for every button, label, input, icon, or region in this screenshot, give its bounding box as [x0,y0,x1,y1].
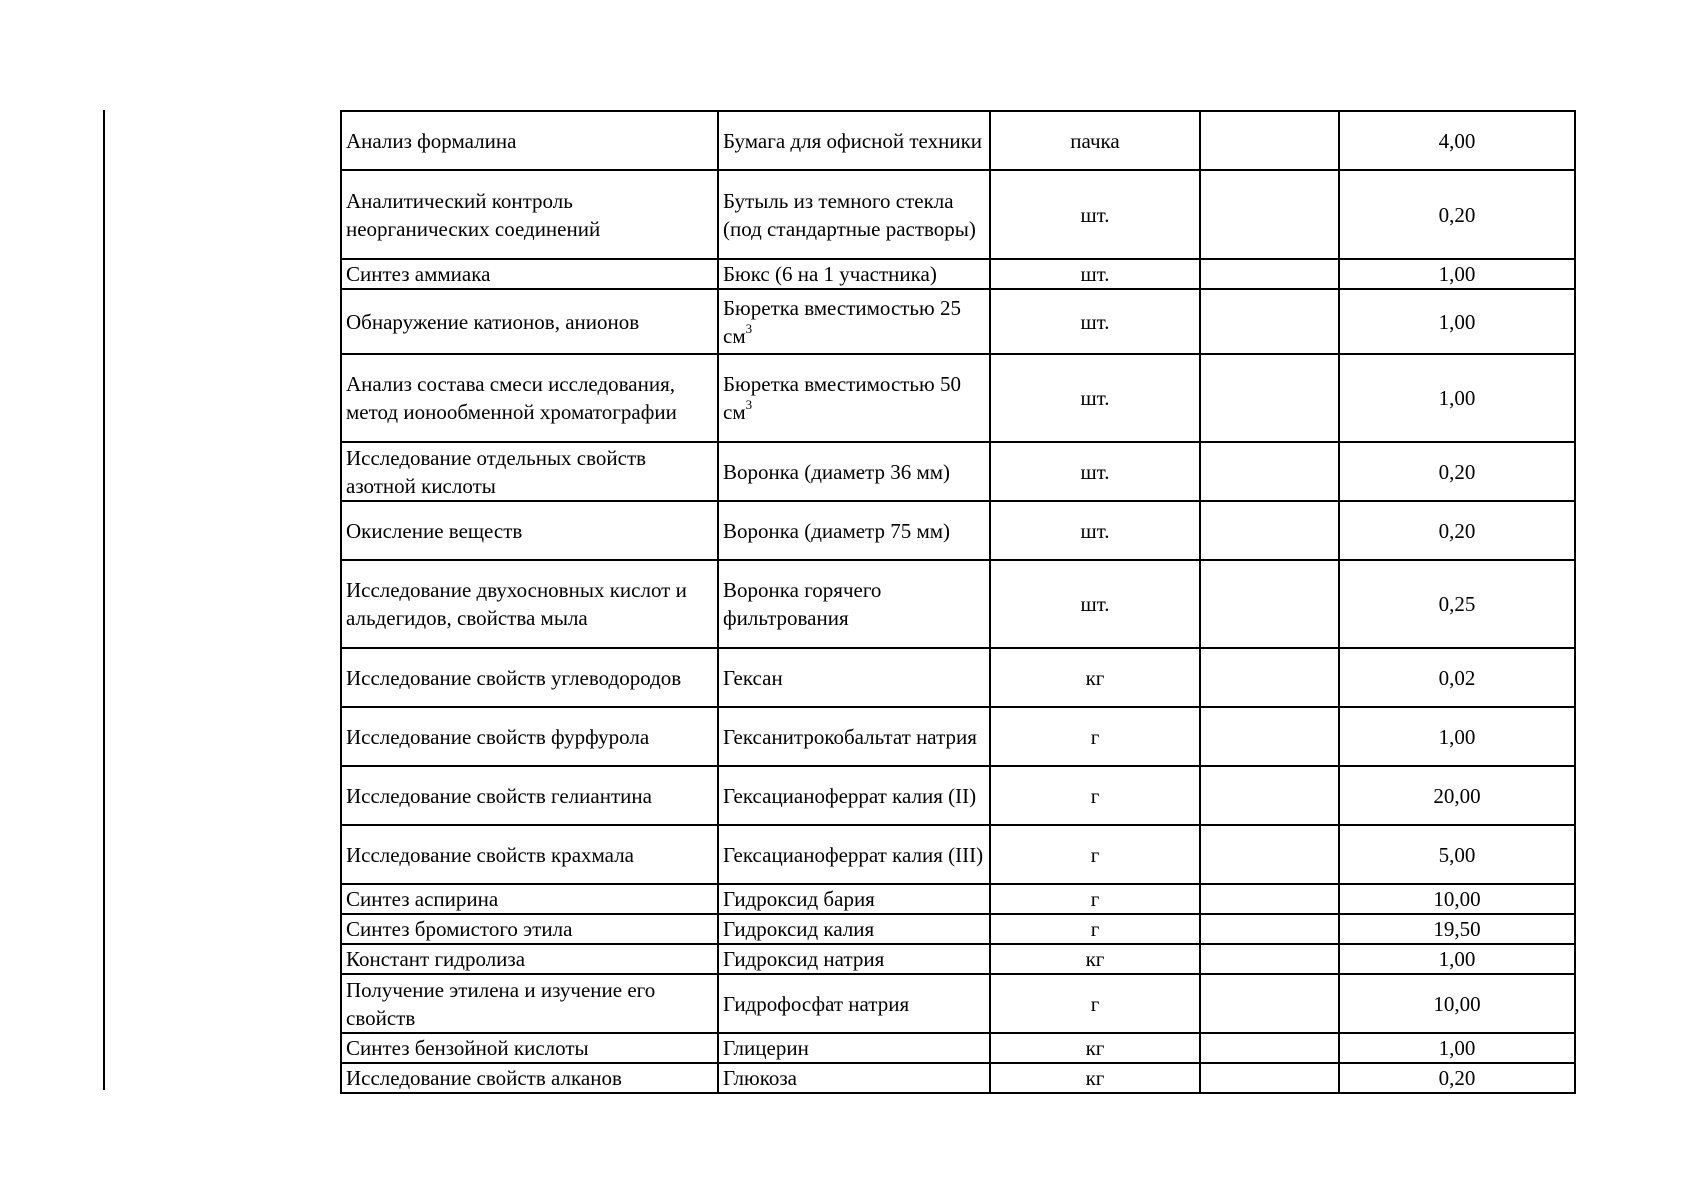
quantity-cell [1339,944,1575,974]
material-cell [718,914,990,944]
quantity-cell [1339,914,1575,944]
unit-cell-text: г [1090,724,1100,749]
quantity-cell-text: 10,00 [1433,887,1481,911]
work-name-cell-text: Анализ состава смеси исследования, метод ионообменной хроматографии [346,372,677,424]
material-cell-text: Бутыль из темного стекла (под стандартные растворы) [723,188,976,241]
unit-cell [990,354,1200,442]
material-cell [718,170,990,259]
work-name-cell [341,560,718,648]
material-cell [718,944,990,974]
quantity-cell-text: 1,00 [1438,262,1476,286]
table-row [341,944,1575,974]
material-cell [718,1063,990,1093]
unit-cell [990,914,1200,944]
work-name-cell [341,1063,718,1093]
quantity-cell-text: 5,00 [1438,842,1476,867]
work-name-cell-text: Синтез аспирина [346,887,499,911]
material-cell [718,289,990,354]
quantity-cell [1339,825,1575,884]
unit-cell [990,1063,1200,1093]
quantity-cell-text: 20,00 [1433,783,1481,808]
table-row [341,884,1575,914]
quantity-cell [1339,766,1575,825]
work-name-cell [341,884,718,914]
table-row [341,289,1575,354]
unit-cell-text: кг [1085,1036,1105,1060]
materials-table [340,110,1576,1094]
material-cell-text: Гидрофосфат натрия [723,991,910,1016]
empty-cell [1200,170,1339,259]
quantity-cell-text: 1,00 [1438,386,1476,410]
work-name-cell-text: Исследование свойств фурфурола [346,724,650,749]
unit-cell-text: г [1090,991,1100,1016]
work-name-cell-text: Аналитический контроль неорганических соединений [346,188,601,241]
work-name-cell-text: Анализ формалина [346,128,517,153]
material-cell-text: Бумага для офисной техники [723,128,983,153]
empty-cell [1200,1063,1339,1093]
quantity-cell-text: 0,20 [1438,459,1476,484]
empty-cell [1200,259,1339,289]
material-cell [718,766,990,825]
material-cell [718,974,990,1033]
work-name-cell-text: Синтез бромистого этила [346,917,573,941]
quantity-cell [1339,289,1575,354]
material-cell [718,648,990,707]
unit-cell [990,259,1200,289]
materials-table-body [341,111,1575,1093]
quantity-cell-text: 0,20 [1438,1066,1476,1090]
quantity-cell-text: 0,20 [1438,202,1476,227]
work-name-cell [341,766,718,825]
material-cell [718,884,990,914]
material-cell [718,442,990,501]
table-row [341,1033,1575,1063]
work-name-cell-text: Исследование двухосновных кислот и альдегидов, свойства мыла [346,578,687,630]
empty-cell [1200,111,1339,170]
table-row [341,501,1575,560]
table-row [341,707,1575,766]
quantity-cell [1339,707,1575,766]
table-row [341,442,1575,501]
empty-cell [1200,560,1339,648]
material-cell-text: Воронка (диаметр 36 мм) [723,459,951,484]
empty-cell [1200,354,1339,442]
work-name-cell [341,974,718,1033]
material-cell [718,560,990,648]
table-row [341,259,1575,289]
material-cell-text: Глицерин [723,1036,809,1060]
table-row [341,825,1575,884]
material-cell [718,825,990,884]
work-name-cell [341,707,718,766]
material-cell-text: Бюретка вместимостью 50 см [723,372,961,424]
table-row [341,354,1575,442]
material-cell-text: Бюкс (6 на 1 участника) [723,262,937,286]
material-cell [718,707,990,766]
table-row [341,170,1575,259]
empty-cell [1200,289,1339,354]
unit-cell [990,974,1200,1033]
quantity-cell [1339,259,1575,289]
quantity-cell-text: 1,00 [1438,1036,1476,1060]
table-row [341,648,1575,707]
material-cell [718,501,990,560]
empty-cell [1200,766,1339,825]
empty-cell [1200,974,1339,1033]
table-row [341,914,1575,944]
material-cell [718,1033,990,1063]
quantity-cell-text: 10,00 [1433,991,1481,1016]
work-name-cell [341,354,718,442]
quantity-cell-text: 19,50 [1433,917,1481,941]
unit-cell [990,766,1200,825]
material-cell-text: Гидроксид натрия [723,947,885,971]
table-row [341,111,1575,170]
material-cell-text: Гексацианоферрат калия (III) [723,842,984,867]
empty-cell [1200,1033,1339,1063]
work-name-cell [341,289,718,354]
quantity-cell [1339,560,1575,648]
table-row [341,974,1575,1033]
unit-cell [990,111,1200,170]
table-row [341,766,1575,825]
empty-cell [1200,442,1339,501]
quantity-cell [1339,442,1575,501]
empty-cell [1200,648,1339,707]
material-cell-text: Гексанитрокобальтат натрия [723,724,977,749]
material-cell-text: Воронка (диаметр 75 мм) [723,518,951,543]
unit-cell [990,442,1200,501]
unit-cell-text: кг [1085,947,1105,971]
unit-cell-text: пачка [1070,128,1120,153]
unit-cell [990,944,1200,974]
unit-cell-text: кг [1085,665,1105,690]
work-name-cell [341,259,718,289]
work-name-cell [341,111,718,170]
quantity-cell-text: 0,25 [1438,592,1476,616]
empty-cell [1200,707,1339,766]
empty-cell [1200,944,1339,974]
quantity-cell [1339,111,1575,170]
unit-cell-text: шт. [1080,592,1110,616]
unit-cell-text: г [1090,842,1100,867]
empty-cell [1200,501,1339,560]
material-cell [718,354,990,442]
empty-cell [1200,825,1339,884]
material-cell-text: Гексан [723,665,783,690]
page-margin-line [103,110,105,1090]
quantity-cell-text: 0,02 [1438,665,1476,690]
quantity-cell [1339,974,1575,1033]
quantity-cell [1339,1033,1575,1063]
quantity-cell-text: 0,20 [1438,518,1476,543]
table-row [341,1063,1575,1093]
table-row [341,560,1575,648]
work-name-cell-text: Констант гидролиза [346,947,526,971]
unit-cell [990,501,1200,560]
quantity-cell [1339,354,1575,442]
unit-cell-text: шт. [1080,518,1110,543]
superscript-exponent: 3 [745,320,753,336]
empty-cell [1200,884,1339,914]
work-name-cell [341,825,718,884]
work-name-cell [341,442,718,501]
work-name-cell-text: Исследование свойств углеводородов [346,665,682,690]
unit-cell-text: кг [1085,1066,1105,1090]
material-cell-text: Гексацианоферрат калия (II) [723,783,977,808]
work-name-cell [341,944,718,974]
material-cell-text: Бюретка вместимостью 25 см [723,295,961,348]
material-cell [718,111,990,170]
unit-cell-text: шт. [1080,262,1110,286]
material-cell-text: Глюкоза [723,1066,797,1090]
superscript-exponent: 3 [745,397,753,412]
work-name-cell-text: Синтез бензойной кислоты [346,1036,589,1060]
material-cell-text: Гидроксид калия [723,917,875,941]
unit-cell-text: шт. [1080,386,1110,410]
unit-cell-text: шт. [1080,202,1110,227]
work-name-cell-text: Обнаружение катионов, анионов [346,309,640,334]
work-name-cell-text: Исследование свойств алканов [346,1066,622,1090]
quantity-cell-text: 4,00 [1438,128,1476,153]
work-name-cell [341,1033,718,1063]
unit-cell [990,648,1200,707]
quantity-cell [1339,501,1575,560]
unit-cell [990,170,1200,259]
quantity-cell [1339,1063,1575,1093]
work-name-cell-text: Исследование свойств крахмала [346,842,634,867]
empty-cell [1200,914,1339,944]
work-name-cell [341,170,718,259]
quantity-cell-text: 1,00 [1438,724,1476,749]
quantity-cell-text: 1,00 [1438,947,1476,971]
unit-cell [990,1033,1200,1063]
unit-cell-text: шт. [1080,309,1110,334]
work-name-cell-text: Синтез аммиака [346,262,491,286]
material-cell-text: Гидроксид бария [723,887,875,911]
work-name-cell-text: Окисление веществ [346,518,523,543]
unit-cell-text: г [1090,887,1100,911]
unit-cell [990,707,1200,766]
unit-cell [990,825,1200,884]
work-name-cell-text: Исследование свойств гелиантина [346,783,652,808]
unit-cell [990,884,1200,914]
work-name-cell-text: Исследование отдельных свойств азотной кислоты [346,445,647,498]
unit-cell-text: шт. [1080,459,1110,484]
quantity-cell-text: 1,00 [1438,309,1476,334]
material-cell-text: Воронка горячего фильтрования [723,578,882,630]
quantity-cell [1339,170,1575,259]
quantity-cell [1339,648,1575,707]
work-name-cell [341,501,718,560]
work-name-cell [341,648,718,707]
unit-cell-text: г [1090,917,1100,941]
unit-cell [990,289,1200,354]
unit-cell-text: г [1090,783,1100,808]
work-name-cell-text: Получение этилена и изучение его свойств [346,977,656,1030]
work-name-cell [341,914,718,944]
quantity-cell [1339,884,1575,914]
unit-cell [990,560,1200,648]
material-cell [718,259,990,289]
